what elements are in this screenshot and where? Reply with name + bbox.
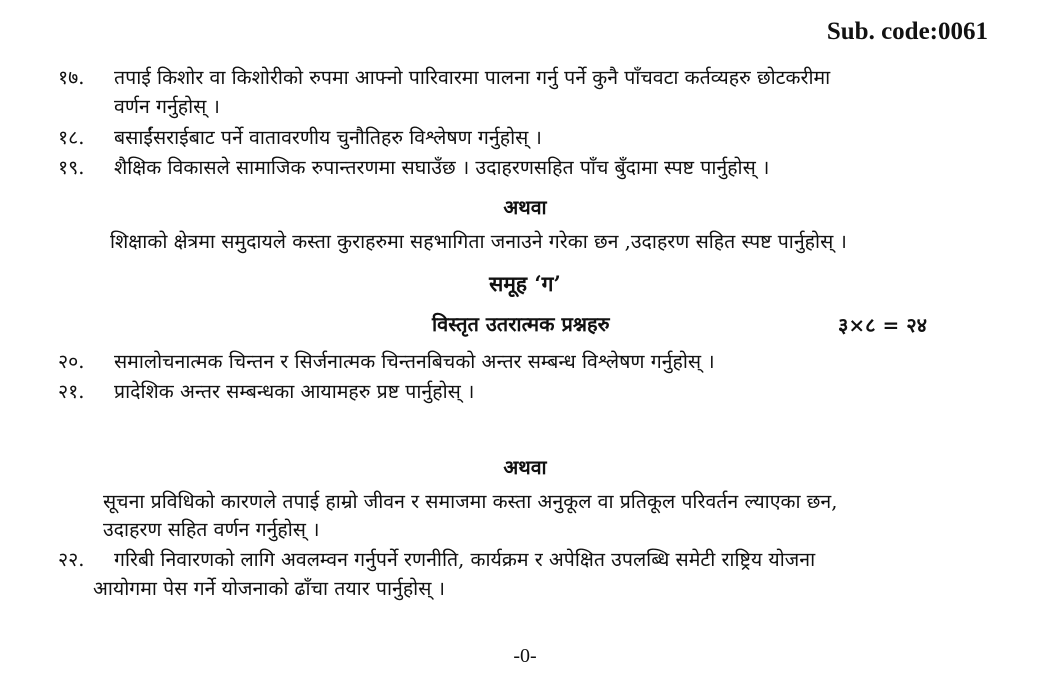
section-marks: ३×८ = २४ — [838, 313, 928, 337]
question-19 — [58, 156, 769, 179]
question-text: तपाई किशोर वा किशोरीको रुपमा आफ्नो पारिवारमा पालना गर्नु पर्ने कुनै पाँचवटा कर्तव्यहरु छोटकरीमा — [114, 66, 831, 89]
question-22 — [58, 548, 815, 571]
section-title: विस्तृत उतरात्मक प्रश्नहरु — [432, 312, 610, 336]
question-18 — [58, 126, 542, 149]
question-22-continued: आयोगमा पेस गर्ने योजनाको ढाँचा तयार पार्नुहोस् । — [93, 577, 445, 600]
question-21-alternative: सूचना प्रविधिको कारणले तपाई हाम्रो जीवन र समाजमा कस्ता अनुकूल वा प्रतिकूल परिवर्तन ल्याएका छन, — [103, 490, 838, 513]
question-text: गरिबी निवारणको लागि अवलम्वन गर्नुपर्ने रणनीति, कार्यक्रम र अपेक्षित उपलब्धि समेटी राष्ट्रिय योजना — [114, 548, 816, 571]
question-text: समालोचनात्मक चिन्तन र सिर्जनात्मक चिन्तनबिचको अन्तर सम्बन्ध विश्लेषण गर्नुहोस् । — [114, 350, 715, 373]
question-21 — [58, 380, 474, 403]
or-separator: अथवा — [503, 456, 547, 479]
question-number: २१. — [58, 380, 85, 403]
question-number: २०. — [58, 350, 85, 373]
question-21-alternative-continued: उदाहरण सहित वर्णन गर्नुहोस् । — [103, 518, 320, 541]
question-text: प्रादेशिक अन्तर सम्बन्धका आयामहरु प्रष्ट पार्नुहोस् । — [114, 380, 475, 403]
question-19-alternative: शिक्षाको क्षेत्रमा समुदायले कस्ता कुराहरुमा सहभागिता जनाउने गरेका छन ,उदाहरण सहित स्पष्ट पार्नुहोस् । — [110, 230, 847, 253]
or-separator: अथवा — [503, 196, 547, 219]
question-17-continued: वर्णन गर्नुहोस् । — [114, 95, 220, 118]
question-number: २२. — [58, 548, 85, 571]
question-20 — [58, 350, 715, 373]
group-title: समूह ‘ग’ — [489, 271, 561, 296]
question-text: बसाईंसराईबाट पर्ने वातावरणीय चुनौतिहरु विश्लेषण गर्नुहोस् । — [114, 126, 542, 149]
page-number: -0- — [513, 645, 537, 667]
question-text: शैक्षिक विकासले सामाजिक रुपान्तरणमा सघाउँछ । उदाहरणसहित पाँच बुँदामा स्पष्ट पार्नुहोस् । — [114, 156, 770, 179]
subject-code: Sub. code:0061 — [826, 18, 988, 45]
question-number: १९. — [58, 156, 85, 179]
question-17 — [58, 66, 830, 89]
question-number: १८. — [58, 126, 85, 149]
question-number: १७. — [58, 66, 85, 89]
